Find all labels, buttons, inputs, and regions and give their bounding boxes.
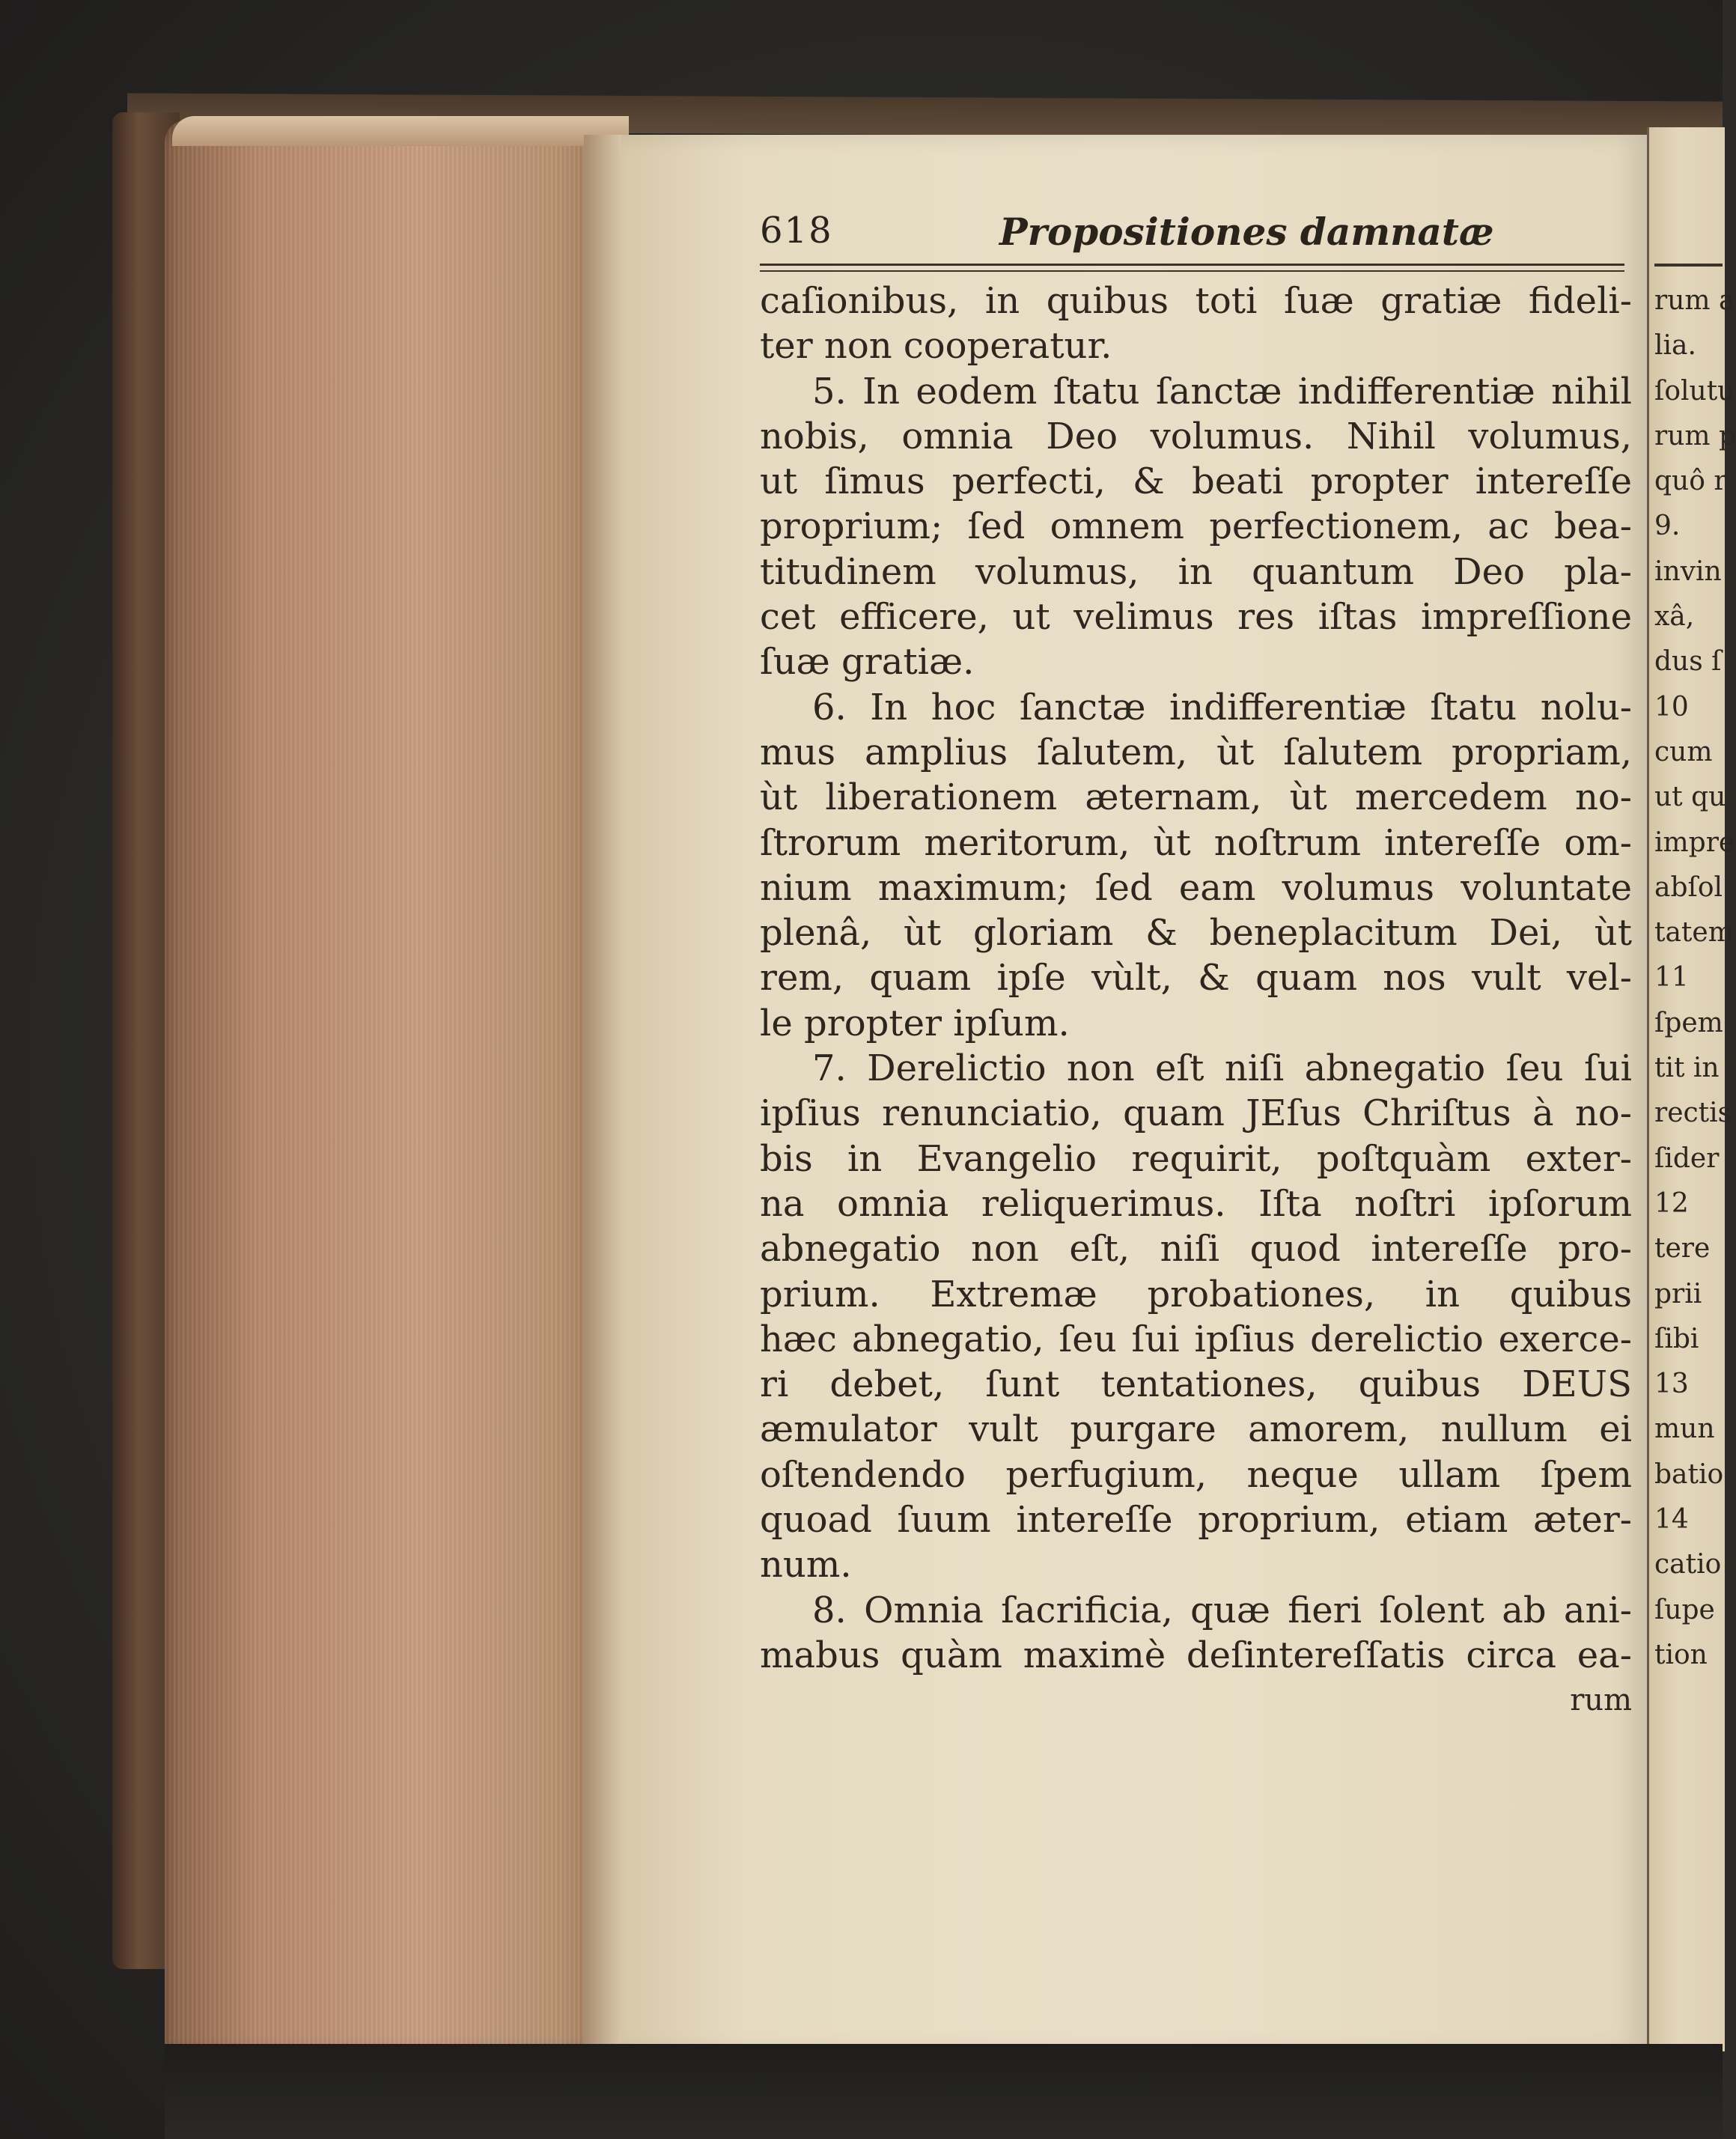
text-line: nium maximum; ſed eam volumus voluntate bbox=[760, 866, 1632, 909]
facing-fragment: 9. bbox=[1654, 511, 1681, 542]
facing-fragment: cum bbox=[1654, 736, 1713, 767]
facing-fragment: abſol bbox=[1654, 871, 1723, 903]
text-line: ter non cooperatur. bbox=[760, 325, 1112, 368]
facing-fragment: impre bbox=[1654, 827, 1735, 858]
text-line: hæc abnegatio, ſeu ſui ipſius derelictio exerce- bbox=[760, 1318, 1632, 1360]
facing-header-rule bbox=[1654, 264, 1723, 267]
facing-fragment: ſupe bbox=[1654, 1594, 1715, 1625]
text-line: num. bbox=[760, 1544, 852, 1586]
text-line: ipſius renunciatio, quam JEſus Chriſtus à no- bbox=[760, 1092, 1632, 1135]
facing-fragment: 12 bbox=[1654, 1187, 1689, 1219]
facing-fragment: quô r bbox=[1654, 466, 1727, 497]
text-line: æmulator vult purgare amorem, nullum ei bbox=[760, 1408, 1632, 1451]
facing-fragment: ut qu bbox=[1654, 782, 1726, 813]
text-line: bis in Evangelio requirit, poſtquàm exter- bbox=[760, 1137, 1632, 1180]
text-line: cet efficere, ut velimus res iſtas impreſſione bbox=[760, 596, 1632, 639]
facing-page-text bbox=[1654, 279, 1736, 1678]
text-line: ri debet, ſunt tentationes, quibus DEUS bbox=[760, 1363, 1632, 1406]
bottom-shadow bbox=[165, 2044, 1723, 2139]
text-line: mabus quàm maximè deſintereſſatis circa ea- bbox=[760, 1634, 1632, 1676]
text-line: mus amplius ſalutem, ùt ſalutem propriam, bbox=[760, 731, 1632, 773]
proposition-6-line: 6. In hoc ſanctæ indifferentiæ ſtatu nolu- bbox=[812, 686, 1632, 728]
running-head bbox=[760, 210, 1628, 262]
text-line: plenâ, ùt gloriam & beneplacitum Dei, ùt bbox=[760, 912, 1632, 955]
proposition-8-line: 8. Omnia ſacrificia, quæ fieri ſolent ab ani- bbox=[812, 1589, 1632, 1631]
facing-fragment: 11 bbox=[1654, 962, 1689, 994]
text-line: ut ſimus perfecti, & beati propter intereſſe bbox=[760, 460, 1632, 503]
facing-fragment: tatem bbox=[1654, 917, 1734, 949]
text-line: abnegatio non eſt, niſi quod intereſſe pro- bbox=[760, 1228, 1632, 1271]
facing-fragment: ſibi bbox=[1654, 1323, 1699, 1354]
facing-fragment: 13 bbox=[1654, 1369, 1689, 1400]
text-line: na omnia reliquerimus. Iſta noſtri ipſorum bbox=[760, 1182, 1632, 1225]
facing-fragment: lia. bbox=[1654, 330, 1696, 362]
facing-fragment: dus ſ bbox=[1654, 646, 1722, 678]
page-body bbox=[760, 279, 1632, 1723]
page-block-top bbox=[172, 116, 629, 146]
facing-fragment: tere bbox=[1654, 1233, 1711, 1265]
facing-fragment: catio bbox=[1654, 1549, 1722, 1580]
text-line: rem, quam ipſe vùlt, & quam nos vult vel- bbox=[760, 957, 1632, 999]
facing-fragment: rum a bbox=[1654, 285, 1735, 316]
text-line: prium. Extremæ probationes, in quibus bbox=[760, 1273, 1632, 1315]
facing-fragment: tit in bbox=[1654, 1053, 1720, 1084]
page-number: 618 bbox=[760, 210, 833, 252]
text-line: ſtrorum meritorum, ùt noſtrum intereſſe om- bbox=[760, 821, 1632, 864]
text-line: quoad ſuum intereſſe proprium, etiam æter- bbox=[760, 1499, 1632, 1542]
facing-fragment: rectis bbox=[1654, 1098, 1732, 1129]
facing-fragment: invin bbox=[1654, 556, 1722, 587]
facing-fragment: rum p bbox=[1654, 420, 1736, 451]
proposition-5-line: 5. In eodem ſtatu ſanctæ indifferentiæ nihil bbox=[812, 370, 1632, 413]
proposition-7-line: 7. Derelictio non eſt niſi abnegatio ſeu ſui bbox=[812, 1047, 1632, 1090]
facing-fragment: ſider bbox=[1654, 1142, 1720, 1174]
page-block-edges bbox=[165, 120, 629, 2044]
facing-fragment: 10 bbox=[1654, 691, 1689, 722]
facing-fragment: batio bbox=[1654, 1458, 1724, 1490]
catchword: rum bbox=[1570, 1683, 1632, 1718]
running-title: Propositiones damnatæ bbox=[999, 210, 1494, 254]
header-rule bbox=[760, 264, 1624, 272]
facing-fragment: mun bbox=[1654, 1414, 1715, 1445]
text-line: nobis, omnia Deo volumus. Nihil volumus, bbox=[760, 415, 1632, 457]
text-line: titudinem volumus, in quantum Deo pla- bbox=[760, 550, 1632, 593]
text-line: ſuæ gratiæ. bbox=[760, 641, 975, 684]
facing-fragment: tion bbox=[1654, 1639, 1708, 1670]
text-line: oſtendendo perfugium, neque ullam ſpem bbox=[760, 1453, 1632, 1496]
text-line: le propter ipſum. bbox=[760, 1002, 1070, 1044]
text-line: proprium; ſed omnem perfectionem, ac bea- bbox=[760, 505, 1632, 548]
facing-fragment: prii bbox=[1654, 1278, 1702, 1309]
facing-fragment: 14 bbox=[1654, 1504, 1689, 1536]
text-line: caſionibus, in quibus toti ſuæ gratiæ fideli- bbox=[760, 280, 1632, 322]
facing-fragment: xâ, bbox=[1654, 601, 1695, 633]
facing-fragment: ſpem bbox=[1654, 1007, 1723, 1038]
facing-fragment: ſolutu bbox=[1654, 375, 1735, 407]
text-line: ùt liberationem æternam, ùt mercedem no- bbox=[760, 776, 1632, 819]
